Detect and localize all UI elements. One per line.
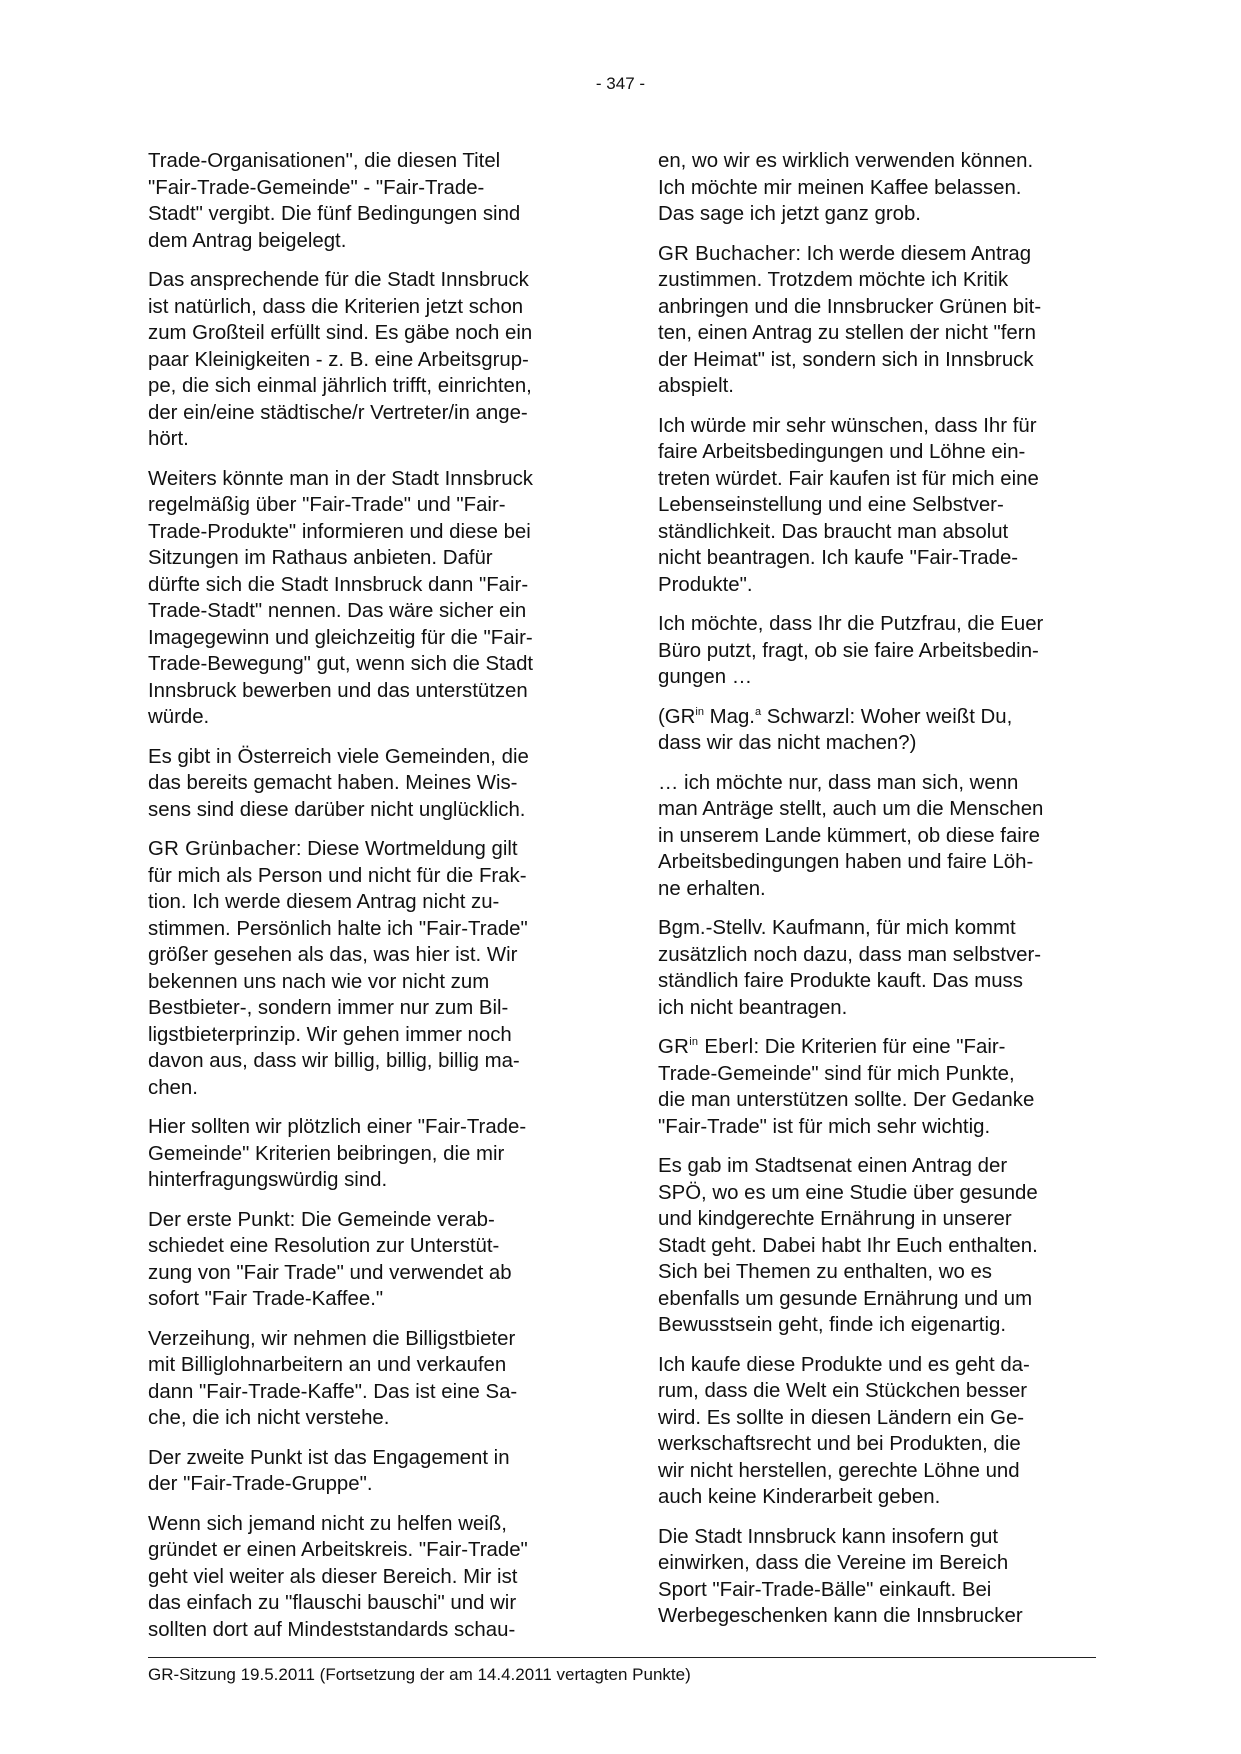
text-line: … ich möchte nur, dass man sich, wenn xyxy=(658,771,1019,794)
paragraph xyxy=(658,1352,1098,1511)
text-line: SPÖ, wo es um eine Studie über gesunde xyxy=(658,1181,1038,1204)
paragraph-speaker-gruenbacher xyxy=(148,836,588,1101)
text-line: tion. Ich werde diesem Antrag nicht zu- xyxy=(148,891,500,913)
text-line: faire Arbeitsbedingungen und Löhne ein- xyxy=(658,441,1026,463)
text-line: nicht beantragen. Ich kaufe "Fair-Trade- xyxy=(658,547,1019,569)
text-line: rum, dass die Welt ein Stückchen besser xyxy=(658,1380,1028,1402)
text-line: die man unterstützen sollte. Der Gedanke xyxy=(658,1089,1035,1111)
text-line: Stadt" vergibt. Die fünf Bedingungen sind xyxy=(148,203,521,225)
text-line: Das ansprechende für die Stadt Innsbruck xyxy=(148,269,529,291)
text-line: Es gab im Stadtsenat einen Antrag der xyxy=(658,1155,1008,1177)
text-line xyxy=(658,704,1098,731)
footer-session-note: GR-Sitzung 19.5.2011 (Fortsetzung der am 14.4.2011 vertagten Punkte) xyxy=(148,1665,691,1684)
text-fragment: Eberl xyxy=(698,1036,754,1058)
text-line: der Heimat" ist, sondern sich in Innsbruck xyxy=(658,348,1034,371)
text-line: in unserem Lande kümmert, ob diese faire xyxy=(658,824,1040,847)
paragraph xyxy=(148,1114,588,1194)
text-line: "Fair-Trade-Gemeinde" - "Fair-Trade- xyxy=(148,176,485,199)
text-line: Trade-Organisationen", die diesen Titel xyxy=(148,150,501,172)
text-line: Büro putzt, fragt, ob sie faire Arbeitsbedin- xyxy=(658,639,1039,662)
text-line: einwirken, dass die Vereine im Bereich xyxy=(658,1552,1009,1574)
text-line: würde. xyxy=(148,706,210,728)
text-line: Stadt geht. Dabei habt Ihr Euch enthalten. xyxy=(658,1234,1038,1257)
text-fragment: : Diese Wortmeldung gilt xyxy=(295,838,518,860)
paragraph xyxy=(658,413,1098,599)
text-line: Sitzungen im Rathaus anbieten. Dafür xyxy=(148,547,493,569)
text-line: stimmen. Persönlich halte ich "Fair-Trade" xyxy=(148,917,528,940)
text-line: schiedet eine Resolution zur Unterstüt- xyxy=(148,1235,500,1257)
text-line: en, wo wir es wirklich verwenden können. xyxy=(658,150,1034,172)
text-line: Werbegeschenken kann die Innsbrucker xyxy=(658,1605,1023,1627)
speaker-name xyxy=(658,1036,753,1058)
text-line: der "Fair-Trade-Gruppe". xyxy=(148,1473,373,1495)
text-line: das einfach zu "flauschi bauschi" und wir xyxy=(148,1592,517,1614)
text-line: sollten dort auf Mindeststandards schau- xyxy=(148,1618,516,1641)
text-line: ständlichkeit. Das braucht man absolut xyxy=(658,520,1009,543)
text-line xyxy=(658,1034,1098,1061)
text-line: treten würdet. Fair kaufen ist für mich eine xyxy=(658,467,1039,490)
text-line: Lebenseinstellung und eine Selbstver- xyxy=(658,494,1004,516)
paragraph-interjection-schwarzl xyxy=(658,704,1098,757)
text-fragment: Schwarzl: Woher weißt Du, xyxy=(761,705,1013,728)
text-line: hinterfragungswürdig sind. xyxy=(148,1169,388,1191)
text-line: Bewusstsein geht, finde ich eigenartig. xyxy=(658,1314,1006,1336)
text-line: regelmäßig über "Fair-Trade" und "Fair- xyxy=(148,494,506,516)
text-line: dann "Fair-Trade-Kaffe". Das ist eine Sa- xyxy=(148,1380,518,1403)
paragraph xyxy=(658,1153,1098,1339)
text-fragment: : Ich werde diesem Antrag xyxy=(795,242,1032,265)
text-line: gründet er einen Arbeitskreis. "Fair-Trade" xyxy=(148,1539,528,1561)
text-line: sens sind diese darüber nicht unglücklich. xyxy=(148,798,526,821)
text-line: dem Antrag beigelegt. xyxy=(148,229,347,252)
text-line: Das sage ich jetzt ganz grob. xyxy=(658,203,921,225)
text-line: der ein/eine städtische/r Vertreter/in ange- xyxy=(148,401,528,424)
paragraph xyxy=(148,466,588,731)
paragraph xyxy=(658,611,1098,691)
text-line: Trade-Gemeinde" sind für mich Punkte, xyxy=(658,1062,1015,1085)
text-line: und kindgerechte Ernährung in unserer xyxy=(658,1208,1012,1230)
paragraph-speaker-eberl xyxy=(658,1034,1098,1140)
text-line: pe, die sich einmal jährlich trifft, einrichten, xyxy=(148,375,532,397)
text-line xyxy=(658,241,1098,268)
text-line: anbringen und die Innsbrucker Grünen bit- xyxy=(658,295,1042,318)
superscript: in xyxy=(689,1036,699,1048)
text-line: das bereits gemacht haben. Meines Wis- xyxy=(148,772,518,794)
text-line: wir nicht herstellen, gerechte Löhne und xyxy=(658,1459,1020,1482)
text-line xyxy=(148,836,588,863)
text-line: dürfte sich die Stadt Innsbruck dann "Fair- xyxy=(148,573,529,596)
text-line: ebenfalls um gesunde Ernährung und um xyxy=(658,1287,1033,1310)
text-line: Trade-Stadt" nennen. Das wäre sicher ein xyxy=(148,600,527,622)
text-fragment: (GR xyxy=(658,705,696,728)
text-line: davon aus, dass wir billig, billig, billig ma- xyxy=(148,1050,520,1072)
text-line: Imagegewinn und gleichzeitig für die "Fair- xyxy=(148,626,533,649)
text-line: ich nicht beantragen. xyxy=(658,996,848,1019)
paragraph xyxy=(658,148,1098,228)
page-number: - 347 - xyxy=(595,74,646,93)
text-line: Gemeinde" Kriterien beibringen, die mir xyxy=(148,1142,505,1165)
text-line: Arbeitsbedingungen haben und faire Löh- xyxy=(658,851,1034,873)
text-line: Der zweite Punkt ist das Engagement in xyxy=(148,1446,510,1469)
speaker-name: GR Grünbacher xyxy=(148,838,296,860)
text-line: zustimmen. Trotzdem möchte ich Kritik xyxy=(658,269,1009,291)
left-column xyxy=(148,148,588,1643)
text-line: Sich bei Themen zu enthalten, wo es xyxy=(658,1261,993,1283)
text-line: Es gibt in Österreich viele Gemeinden, die xyxy=(148,745,529,768)
text-line: für mich als Person und nicht für die Frak- xyxy=(148,864,527,887)
text-line: Verzeihung, wir nehmen die Billigstbieter xyxy=(148,1327,516,1350)
text-line: ist natürlich, dass die Kriterien jetzt schon xyxy=(148,295,524,318)
text-line: chen. xyxy=(148,1076,198,1099)
paragraph xyxy=(148,1207,588,1313)
text-line: Bgm.-Stellv. Kaufmann, für mich kommt xyxy=(658,917,1016,939)
text-fragment: GR xyxy=(658,1036,690,1058)
paragraph xyxy=(148,744,588,824)
paragraph-speaker-buchacher xyxy=(658,241,1098,400)
text-line: Weiters könnte man in der Stadt Innsbruck xyxy=(148,467,533,490)
text-line: Ich kaufe diese Produkte und es geht da- xyxy=(658,1353,1030,1376)
text-fragment: Mag. xyxy=(703,705,755,728)
text-line: Hier sollten wir plötzlich einer "Fair-Trade- xyxy=(148,1116,527,1138)
text-line: che, die ich nicht verstehe. xyxy=(148,1407,390,1429)
text-line: Ich möchte, dass Ihr die Putzfrau, die Euer xyxy=(658,613,1044,635)
text-line: auch keine Kinderarbeit geben. xyxy=(658,1486,941,1508)
text-line: paar Kleinigkeiten - z. B. eine Arbeitsgrup- xyxy=(148,348,529,371)
text-line: ne erhalten. xyxy=(658,877,766,900)
text-line: Ich möchte mir meinen Kaffee belassen. xyxy=(658,176,1022,199)
text-line: hört. xyxy=(148,428,189,450)
text-fragment: : Die Kriterien für eine "Fair- xyxy=(753,1036,1006,1058)
speaker-name: GR Buchacher xyxy=(658,242,796,265)
superscript: in xyxy=(695,705,704,718)
text-line: Produkte". xyxy=(658,573,753,596)
text-line: Ich würde mir sehr wünschen, dass Ihr für xyxy=(658,414,1037,437)
text-line: zusätzlich noch dazu, dass man selbstver- xyxy=(658,943,1042,966)
text-line: sofort "Fair Trade-Kaffee." xyxy=(148,1288,384,1310)
text-line: Trade-Bewegung" gut, wenn sich die Stadt xyxy=(148,653,534,675)
paragraph xyxy=(148,1511,588,1644)
text-line: Trade-Produkte" informieren und diese bei xyxy=(148,520,531,543)
paragraph xyxy=(148,1326,588,1432)
text-line: mit Billiglohnarbeitern an und verkaufen xyxy=(148,1354,507,1376)
text-line: ten, einen Antrag zu stellen der nicht "fern xyxy=(658,322,1036,344)
text-line: Wenn sich jemand nicht zu helfen weiß, xyxy=(148,1512,507,1535)
text-line: gungen … xyxy=(658,666,753,688)
text-line: zung von "Fair Trade" und verwendet ab xyxy=(148,1261,512,1284)
superscript: a xyxy=(754,705,762,718)
text-line: Bestbieter-, sondern immer nur zum Bil- xyxy=(148,997,509,1019)
text-line: zum Großteil erfüllt sind. Es gäbe noch ein xyxy=(148,322,533,344)
text-line: Innsbruck bewerben und das unterstützen xyxy=(148,679,528,702)
text-line: dass wir das nicht machen?) xyxy=(658,732,917,754)
text-line: werkschaftsrecht und bei Produkten, die xyxy=(658,1433,1021,1455)
text-line: Der erste Punkt: Die Gemeinde verab- xyxy=(148,1208,495,1231)
text-line: geht viel weiter als dieser Bereich. Mir ist xyxy=(148,1565,518,1588)
text-line: ständlich faire Produkte kauft. Das muss xyxy=(658,970,1023,992)
text-line: ligstbieterprinzip. Wir gehen immer noch xyxy=(148,1023,512,1046)
text-line: bekennen uns nach wie vor nicht zum xyxy=(148,970,490,993)
text-line: "Fair-Trade" ist für mich sehr wichtig. xyxy=(658,1115,991,1138)
footer-divider xyxy=(148,1657,1096,1658)
text-line: abspielt. xyxy=(658,375,734,397)
paragraph xyxy=(148,148,588,254)
paragraph xyxy=(148,267,588,453)
right-column xyxy=(658,148,1098,1630)
paragraph xyxy=(658,915,1098,1021)
paragraph xyxy=(658,1524,1098,1630)
text-line: Die Stadt Innsbruck kann insofern gut xyxy=(658,1525,999,1548)
text-line: man Anträge stellt, auch um die Menschen xyxy=(658,798,1044,820)
text-line: Sport "Fair-Trade-Bälle" einkauft. Bei xyxy=(658,1578,992,1601)
paragraph xyxy=(658,770,1098,903)
text-line: wird. Es sollte in diesen Ländern ein Ge- xyxy=(658,1406,1025,1429)
paragraph xyxy=(148,1445,588,1498)
text-line: größer gesehen als das, was hier ist. Wir xyxy=(148,944,518,966)
